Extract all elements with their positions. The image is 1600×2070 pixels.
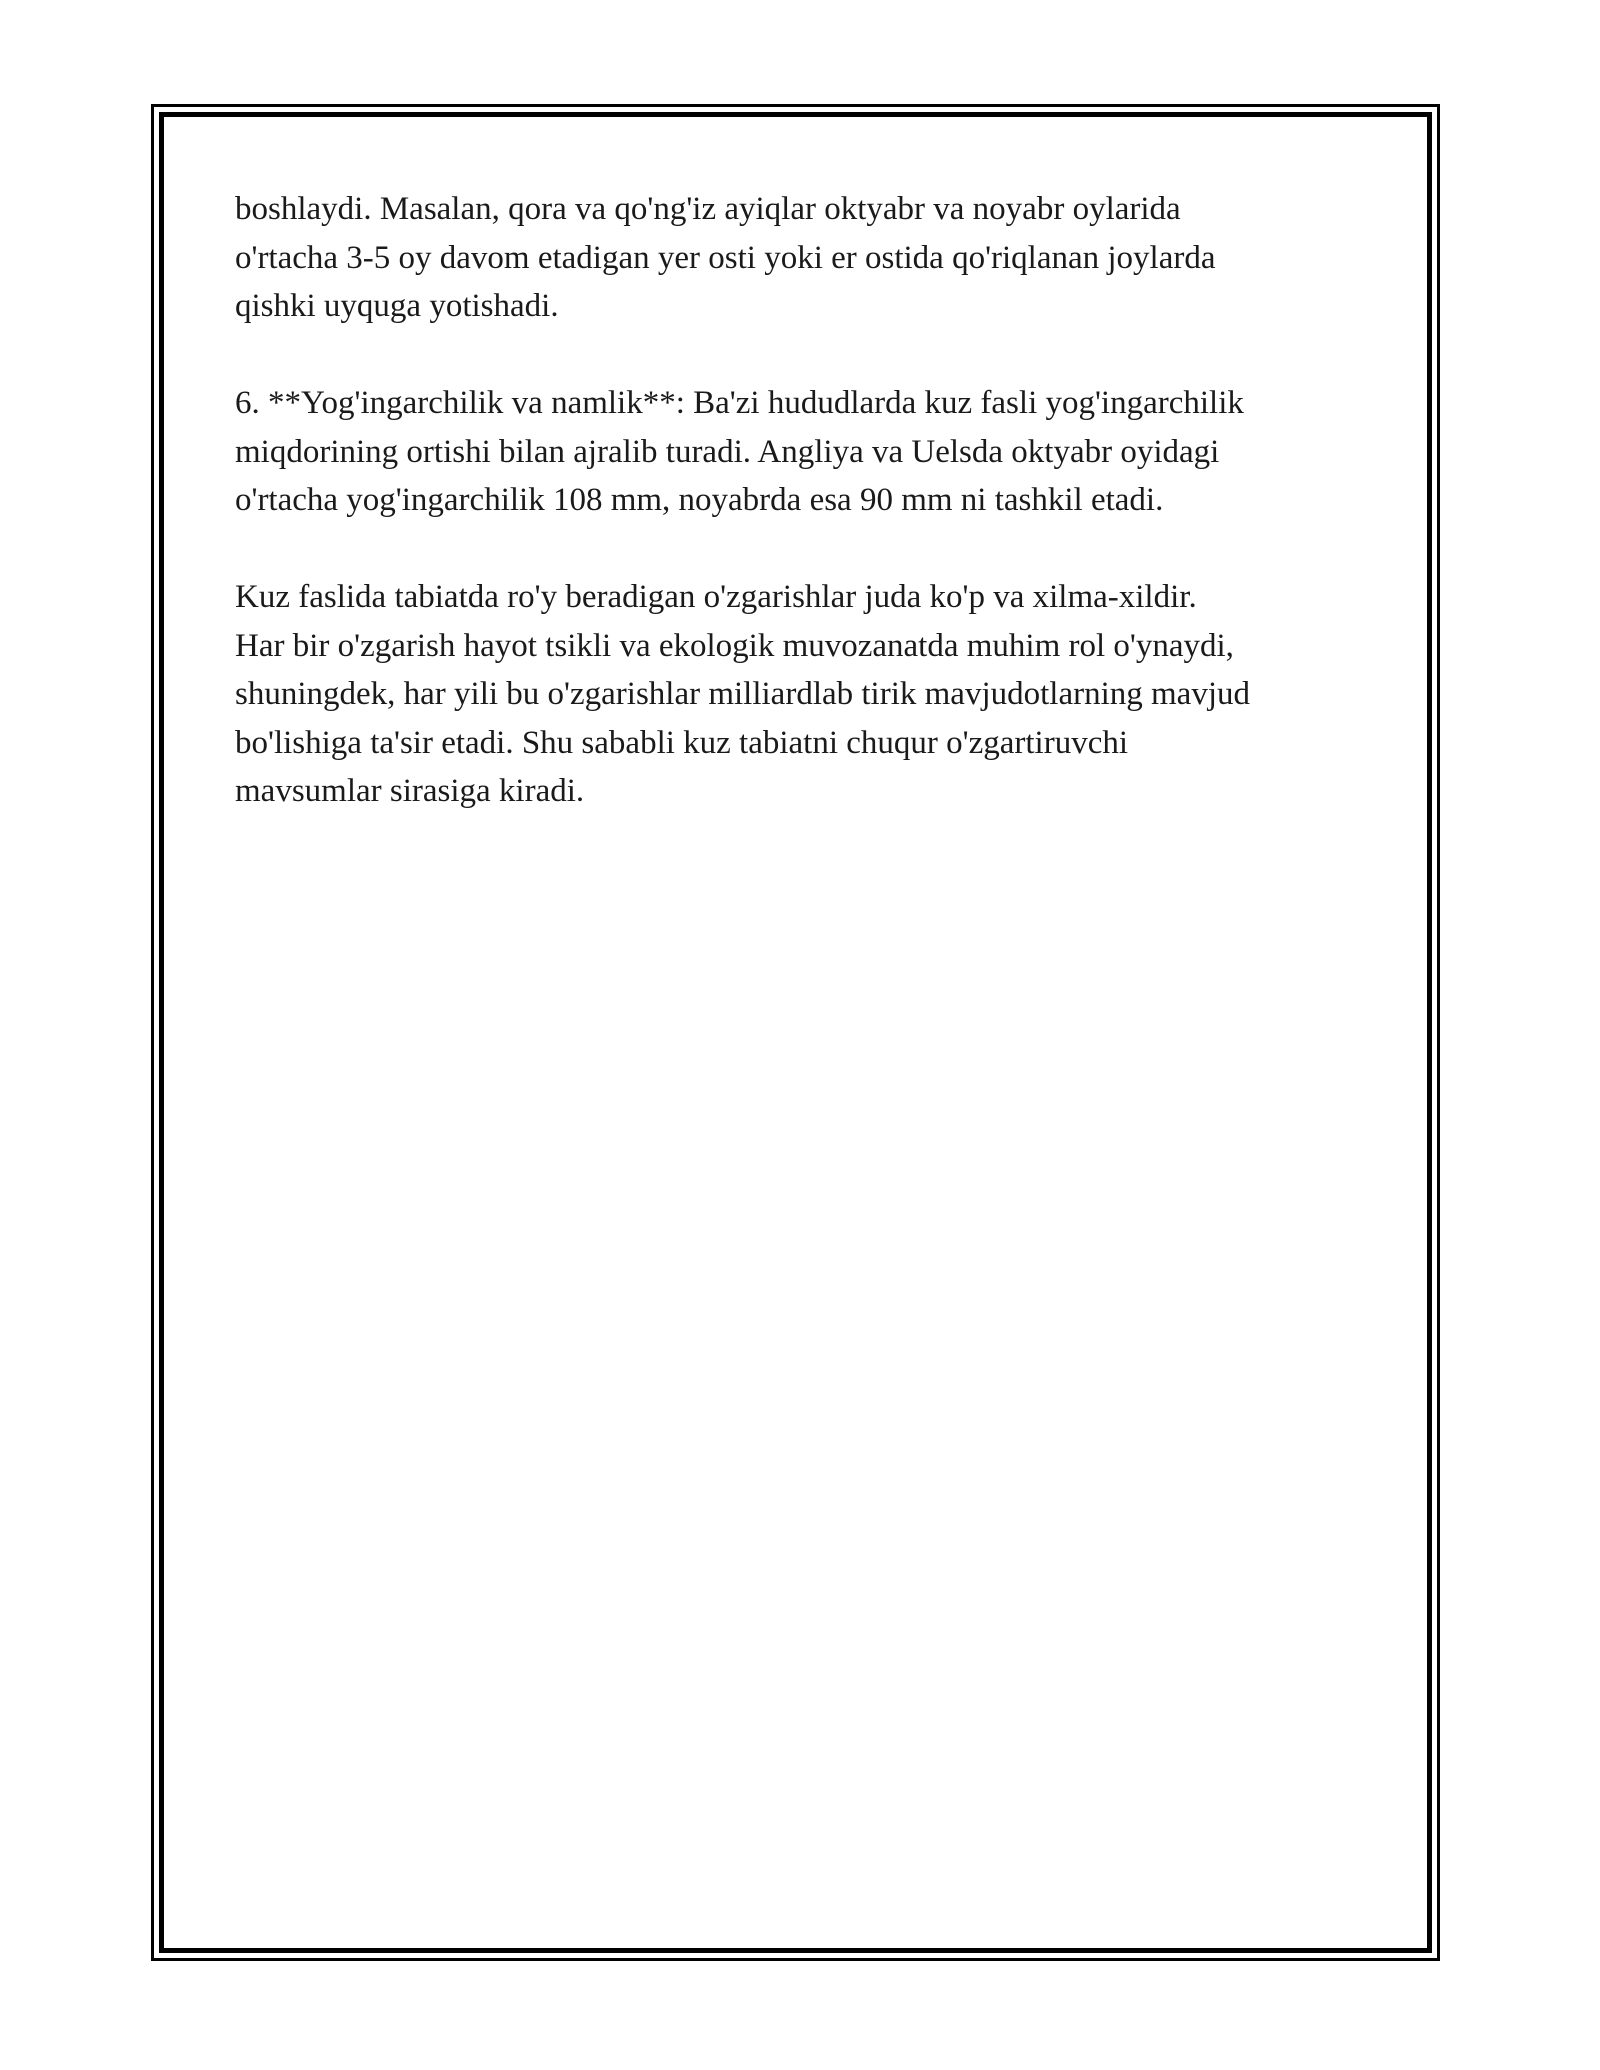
text-line: o'rtacha 3-5 oy davom etadigan yer osti yoki er ostida qo'riqlanan joylarda [235,239,1216,276]
paragraph-precipitation [235,379,1395,525]
text-line: boshlaydi. Masalan, qora va qo'ng'iz ayiqlar oktyabr va noyabr oylarida [235,191,1181,227]
text-line: bo'lishiga ta'sir etadi. Shu sababli kuz tabiatni chuqur o'zgartiruvchi [235,724,1129,761]
paragraph-hibernation [235,185,1395,331]
text-line: qishki uyquga yotishadi. [235,288,559,324]
text-line: Kuz faslida tabiatda ro'y beradigan o'zgarishlar juda ko'p va xilma-xildir. [235,579,1197,615]
text-line: miqdorining ortishi bilan ajralib turadi. Angliya va Uelsda oktyabr oyidagi [235,433,1220,470]
text-line: o'rtacha yog'ingarchilik 108 mm, noyabrda esa 90 mm ni tashkil etadi. [235,482,1164,518]
paragraph-conclusion [235,573,1395,816]
text-line: mavsumlar sirasiga kiradi. [235,773,585,809]
text-line: shuningdek, har yili bu o'zgarishlar milliardlab tirik mavjudotlarning mavjud [235,676,1250,712]
document-body [235,185,1395,864]
text-line: Har bir o'zgarish hayot tsikli va ekologik muvozanatda muhim rol o'ynaydi, [235,627,1234,664]
text-line: 6. **Yog'ingarchilik va namlik**: Ba'zi hududlarda kuz fasli yog'ingarchilik [235,385,1244,421]
